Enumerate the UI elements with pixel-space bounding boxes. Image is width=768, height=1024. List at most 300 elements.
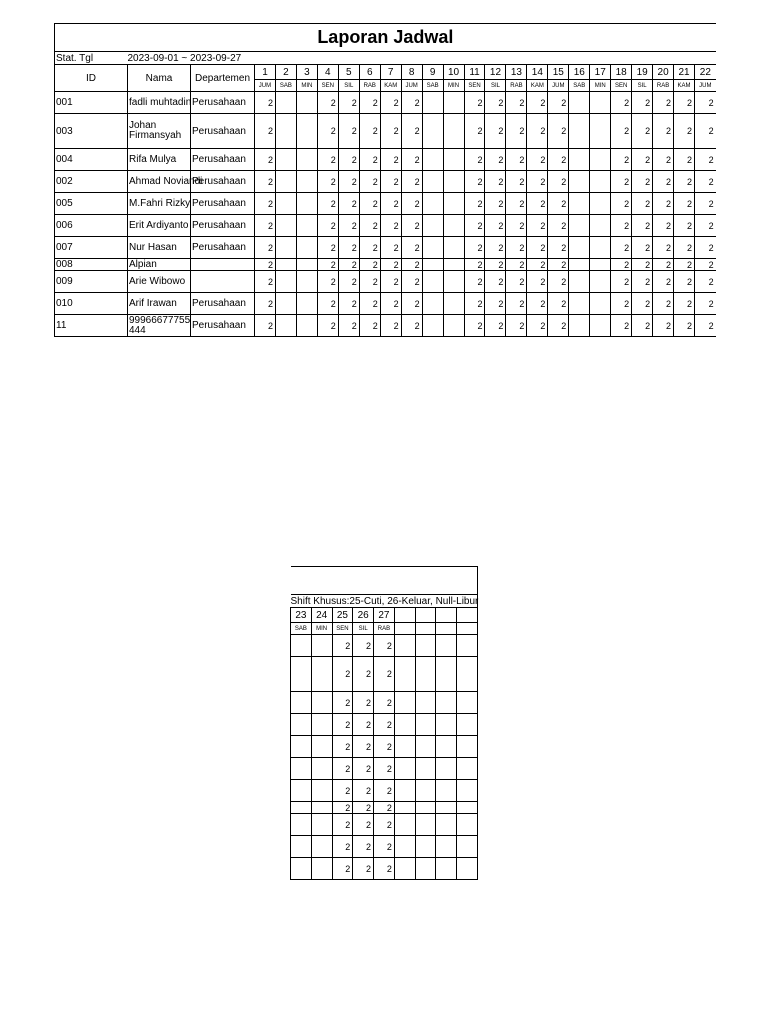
shift-cell: 2 (632, 293, 653, 315)
shift-cell: 2 (632, 237, 653, 259)
shift-cell (296, 171, 317, 193)
day-name: JUM (255, 80, 276, 92)
shift-cell: 2 (695, 259, 716, 271)
shift-cell (291, 814, 312, 836)
shift-cell (394, 692, 415, 714)
shift-cell: 2 (674, 92, 695, 114)
shift-cell (296, 293, 317, 315)
shift-cell: 2 (674, 315, 695, 337)
table-row (55, 293, 716, 315)
employee-id: 009 (55, 271, 128, 293)
shift-cell (569, 92, 590, 114)
shift-cell (457, 836, 478, 858)
shift-cell (311, 836, 332, 858)
shift-cell: 2 (332, 814, 353, 836)
shift-cell: 2 (611, 193, 632, 215)
shift-cell: 2 (374, 635, 395, 657)
day-name: JUM (401, 80, 422, 92)
shift-cell: 2 (317, 171, 338, 193)
shift-cell (422, 114, 443, 149)
shift-cell (296, 215, 317, 237)
shift-cell: 2 (401, 114, 422, 149)
shift-cell: 2 (401, 259, 422, 271)
shift-cell: 2 (674, 237, 695, 259)
shift-cell (415, 780, 436, 802)
shift-cell: 2 (695, 114, 716, 149)
shift-cell (415, 836, 436, 858)
shift-cell: 2 (401, 149, 422, 171)
shift-cell (275, 237, 296, 259)
shift-cell (422, 293, 443, 315)
day-number: 19 (632, 65, 653, 80)
shift-cell (275, 193, 296, 215)
shift-cell: 2 (464, 315, 485, 337)
shift-cell: 2 (611, 114, 632, 149)
shift-cell: 2 (653, 193, 674, 215)
shift-cell: 2 (255, 114, 276, 149)
day-number: 14 (527, 65, 548, 80)
employee-id: 11 (55, 315, 128, 337)
day-name (394, 623, 415, 635)
employee-id: 005 (55, 193, 128, 215)
day-name: SIL (353, 623, 374, 635)
shift-cell: 2 (374, 714, 395, 736)
day-number: 15 (548, 65, 569, 80)
table-row (291, 802, 478, 814)
shift-cell: 2 (332, 736, 353, 758)
shift-cell: 2 (332, 714, 353, 736)
shift-cell (311, 858, 332, 880)
table-row (55, 215, 716, 237)
shift-cell (394, 657, 415, 692)
table-row (55, 237, 716, 259)
shift-cell: 2 (527, 92, 548, 114)
shift-cell: 2 (353, 758, 374, 780)
day-number: 1 (255, 65, 276, 80)
shift-cell: 2 (506, 149, 527, 171)
shift-cell (569, 237, 590, 259)
shift-cell: 2 (359, 271, 380, 293)
shift-cell (422, 237, 443, 259)
shift-cell (275, 171, 296, 193)
day-name: MIN (311, 623, 332, 635)
day-name: SAB (569, 80, 590, 92)
shift-cell (394, 814, 415, 836)
shift-cell: 2 (611, 149, 632, 171)
employee-name: Ahmad Noviandi (128, 171, 191, 193)
shift-cell (296, 259, 317, 271)
header-row-day-numbers-2 (291, 608, 478, 623)
shift-cell: 2 (317, 215, 338, 237)
shift-cell: 2 (695, 237, 716, 259)
shift-cell: 2 (485, 171, 506, 193)
employee-id: 004 (55, 149, 128, 171)
table-row (291, 736, 478, 758)
day-name: KAM (674, 80, 695, 92)
shift-cell (291, 692, 312, 714)
shift-cell: 2 (506, 215, 527, 237)
employee-name: Erit Ardiyanto (128, 215, 191, 237)
shift-cell: 2 (632, 149, 653, 171)
shift-cell: 2 (548, 293, 569, 315)
day-name (415, 623, 436, 635)
shift-cell: 2 (255, 271, 276, 293)
employee-dept: Perusahaan (191, 114, 255, 149)
shift-cell (443, 92, 464, 114)
table-row (55, 271, 716, 293)
shift-cell: 2 (674, 193, 695, 215)
shift-cell: 2 (401, 237, 422, 259)
shift-cell: 2 (359, 259, 380, 271)
shift-cell: 2 (359, 293, 380, 315)
shift-cell: 2 (548, 114, 569, 149)
shift-cell (275, 215, 296, 237)
shift-cell: 2 (485, 114, 506, 149)
shift-cell: 2 (338, 293, 359, 315)
shift-cell (296, 315, 317, 337)
day-number: 23 (291, 608, 312, 623)
shift-cell (311, 758, 332, 780)
employee-dept: Perusahaan (191, 171, 255, 193)
day-number: 27 (374, 608, 395, 623)
shift-cell: 2 (464, 271, 485, 293)
shift-cell (311, 635, 332, 657)
shift-cell: 2 (359, 215, 380, 237)
shift-cell (569, 171, 590, 193)
day-name: SAB (291, 623, 312, 635)
shift-cell: 2 (464, 293, 485, 315)
shift-cell: 2 (506, 259, 527, 271)
day-number: 12 (485, 65, 506, 80)
table-row (55, 259, 716, 271)
shift-cell: 2 (548, 193, 569, 215)
shift-cell (422, 259, 443, 271)
shift-cell: 2 (353, 736, 374, 758)
day-number: 3 (296, 65, 317, 80)
day-name: SEN (317, 80, 338, 92)
shift-cell (569, 114, 590, 149)
shift-cell: 2 (527, 171, 548, 193)
shift-cell: 2 (359, 92, 380, 114)
shift-cell: 2 (506, 193, 527, 215)
shift-cell (436, 780, 457, 802)
shift-cell: 2 (527, 149, 548, 171)
shift-cell: 2 (338, 271, 359, 293)
shift-cell (275, 293, 296, 315)
day-name: RAB (374, 623, 395, 635)
shift-cell (436, 758, 457, 780)
shift-cell: 2 (632, 315, 653, 337)
shift-cell: 2 (353, 836, 374, 858)
shift-cell (394, 836, 415, 858)
shift-cell (275, 149, 296, 171)
day-number: 11 (464, 65, 485, 80)
employee-dept (191, 259, 255, 271)
shift-cell: 2 (695, 193, 716, 215)
day-number: 10 (443, 65, 464, 80)
employee-dept: Perusahaan (191, 237, 255, 259)
shift-cell (457, 758, 478, 780)
shift-cell (590, 114, 611, 149)
shift-cell: 2 (653, 171, 674, 193)
column-name-header: Nama (128, 65, 191, 92)
shift-cell: 2 (353, 802, 374, 814)
shift-cell: 2 (359, 149, 380, 171)
shift-cell: 2 (359, 193, 380, 215)
shift-cell: 2 (674, 271, 695, 293)
shift-cell: 2 (338, 259, 359, 271)
shift-cell (590, 259, 611, 271)
day-number (394, 608, 415, 623)
shift-cell (457, 635, 478, 657)
shift-cell (590, 293, 611, 315)
employee-name: M.Fahri Rizky (128, 193, 191, 215)
day-number: 13 (506, 65, 527, 80)
shift-cell: 2 (338, 171, 359, 193)
shift-cell (436, 836, 457, 858)
shift-cell: 2 (380, 215, 401, 237)
day-name: MIN (296, 80, 317, 92)
shift-cell: 2 (353, 635, 374, 657)
day-name: SEN (332, 623, 353, 635)
employee-id: 003 (55, 114, 128, 149)
shift-cell: 2 (674, 259, 695, 271)
employee-dept: Perusahaan (191, 193, 255, 215)
shift-cell: 2 (374, 858, 395, 880)
shift-cell (443, 259, 464, 271)
shift-cell (590, 149, 611, 171)
shift-cell (291, 780, 312, 802)
shift-cell: 2 (506, 237, 527, 259)
day-number: 25 (332, 608, 353, 623)
employee-name: Johan Firmansyah (128, 114, 191, 149)
shift-cell (291, 758, 312, 780)
day-number (457, 608, 478, 623)
header-row-day-names-2 (291, 623, 478, 635)
shift-cell: 2 (674, 215, 695, 237)
shift-cell: 2 (332, 635, 353, 657)
shift-cell: 2 (338, 114, 359, 149)
shift-cell: 2 (338, 215, 359, 237)
shift-cell (296, 149, 317, 171)
employee-dept: Perusahaan (191, 149, 255, 171)
shift-cell (436, 802, 457, 814)
day-number: 4 (317, 65, 338, 80)
day-number (415, 608, 436, 623)
shift-cell (436, 714, 457, 736)
table-row (291, 692, 478, 714)
employee-id: 002 (55, 171, 128, 193)
shift-cell: 2 (548, 259, 569, 271)
shift-cell: 2 (506, 293, 527, 315)
shift-cell: 2 (359, 237, 380, 259)
shift-cell: 2 (380, 293, 401, 315)
schedule-table-page1 (54, 23, 716, 337)
shift-cell: 2 (359, 114, 380, 149)
shift-cell: 2 (653, 149, 674, 171)
shift-cell: 2 (338, 315, 359, 337)
employee-name: Rifa Mulya (128, 149, 191, 171)
shift-cell: 2 (374, 758, 395, 780)
table-row (291, 714, 478, 736)
table-row (55, 315, 716, 337)
shift-cell: 2 (380, 237, 401, 259)
shift-cell: 2 (317, 259, 338, 271)
table-row (291, 858, 478, 880)
shift-cell (394, 736, 415, 758)
employee-id: 010 (55, 293, 128, 315)
table-row (55, 193, 716, 215)
shift-cell: 2 (255, 237, 276, 259)
shift-cell: 2 (332, 758, 353, 780)
shift-cell: 2 (527, 215, 548, 237)
shift-cell (311, 657, 332, 692)
shift-cell: 2 (317, 114, 338, 149)
shift-cell: 2 (632, 259, 653, 271)
shift-cell (590, 193, 611, 215)
shift-cell (291, 858, 312, 880)
shift-cell (422, 215, 443, 237)
shift-cell: 2 (506, 271, 527, 293)
shift-cell: 2 (548, 92, 569, 114)
shift-cell (422, 92, 443, 114)
shift-cell: 2 (485, 293, 506, 315)
shift-cell (457, 802, 478, 814)
shift-cell (436, 858, 457, 880)
shift-cell: 2 (464, 114, 485, 149)
shift-cell: 2 (374, 692, 395, 714)
shift-cell: 2 (317, 193, 338, 215)
shift-cell: 2 (374, 814, 395, 836)
shift-cell (569, 215, 590, 237)
shift-cell (436, 657, 457, 692)
table-row (291, 657, 478, 692)
day-name (457, 623, 478, 635)
shift-cell (415, 814, 436, 836)
shift-cell (436, 635, 457, 657)
day-name: SAB (422, 80, 443, 92)
shift-cell: 2 (548, 171, 569, 193)
shift-cell: 2 (255, 315, 276, 337)
shift-cell (311, 814, 332, 836)
shift-cell: 2 (485, 271, 506, 293)
page2-top-row (291, 567, 478, 595)
shift-cell: 2 (317, 315, 338, 337)
shift-cell: 2 (380, 92, 401, 114)
shift-cell: 2 (353, 657, 374, 692)
shift-cell (443, 193, 464, 215)
shift-cell: 2 (374, 836, 395, 858)
shift-cell: 2 (611, 215, 632, 237)
day-number: 22 (695, 65, 716, 80)
shift-cell: 2 (380, 149, 401, 171)
employee-id: 001 (55, 92, 128, 114)
shift-cell: 2 (674, 171, 695, 193)
shift-cell: 2 (338, 149, 359, 171)
shift-cell: 2 (548, 149, 569, 171)
shift-cell: 2 (353, 858, 374, 880)
shift-cell: 2 (353, 692, 374, 714)
shift-cell: 2 (632, 215, 653, 237)
shift-cell (457, 736, 478, 758)
day-number: 6 (359, 65, 380, 80)
shift-cell (590, 215, 611, 237)
shift-cell: 2 (485, 149, 506, 171)
shift-cell (275, 92, 296, 114)
shift-cell: 2 (632, 92, 653, 114)
column-id-header: ID (55, 65, 128, 92)
shift-cell (311, 780, 332, 802)
shift-cell: 2 (338, 237, 359, 259)
shift-cell: 2 (359, 171, 380, 193)
employee-name: Nur Hasan (128, 237, 191, 259)
shift-cell (275, 259, 296, 271)
shift-cell: 2 (653, 92, 674, 114)
employee-dept: Perusahaan (191, 92, 255, 114)
day-name: KAM (380, 80, 401, 92)
shift-cell (569, 193, 590, 215)
shift-cell: 2 (317, 271, 338, 293)
employee-name: fadli muhtadin (128, 92, 191, 114)
day-number: 24 (311, 608, 332, 623)
schedule-table-page2 (290, 566, 478, 880)
shift-cell (311, 802, 332, 814)
shift-cell: 2 (332, 858, 353, 880)
shift-cell: 2 (485, 215, 506, 237)
shift-cell: 2 (695, 92, 716, 114)
shift-cell: 2 (653, 271, 674, 293)
title-row (55, 24, 716, 52)
shift-cell: 2 (380, 271, 401, 293)
shift-cell (394, 780, 415, 802)
shift-cell: 2 (464, 92, 485, 114)
shift-cell (436, 692, 457, 714)
shift-cell (457, 814, 478, 836)
shift-cell: 2 (527, 114, 548, 149)
employee-dept: Perusahaan (191, 315, 255, 337)
day-number: 7 (380, 65, 401, 80)
shift-cell (311, 736, 332, 758)
shift-cell: 2 (506, 114, 527, 149)
shift-cell: 2 (485, 315, 506, 337)
shift-cell: 2 (353, 814, 374, 836)
shift-cell: 2 (653, 237, 674, 259)
shift-cell (415, 714, 436, 736)
column-dept-header: Departemen (191, 65, 255, 92)
shift-cell (415, 858, 436, 880)
shift-cell: 2 (401, 293, 422, 315)
shift-cell (311, 692, 332, 714)
shift-cell: 2 (527, 271, 548, 293)
shift-cell (394, 635, 415, 657)
shift-cell: 2 (653, 293, 674, 315)
shift-cell: 2 (380, 114, 401, 149)
shift-cell (415, 802, 436, 814)
shift-cell: 2 (317, 293, 338, 315)
shift-cell: 2 (695, 271, 716, 293)
schedule-table-body-2 (291, 567, 478, 880)
day-number: 26 (353, 608, 374, 623)
shift-cell (590, 271, 611, 293)
shift-cell (590, 315, 611, 337)
shift-cell: 2 (485, 92, 506, 114)
shift-cell: 2 (611, 259, 632, 271)
employee-dept (191, 271, 255, 293)
day-number: 17 (590, 65, 611, 80)
shift-cell: 2 (548, 315, 569, 337)
day-name: MIN (443, 80, 464, 92)
employee-name: 99966677755 444 (129, 314, 191, 336)
